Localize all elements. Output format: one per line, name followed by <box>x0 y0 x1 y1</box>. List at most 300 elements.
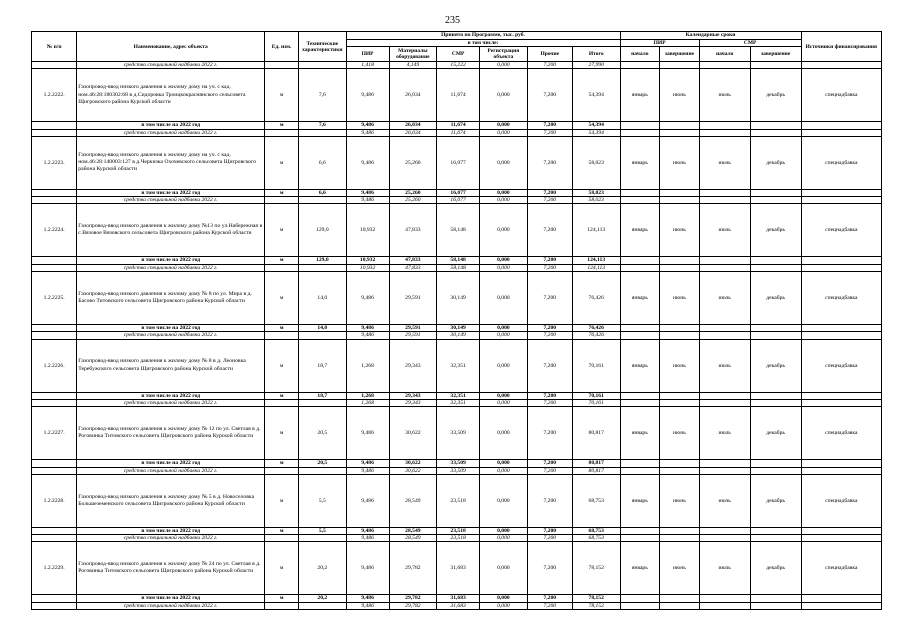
subtotal-label: в том числе на 2022 год <box>77 325 265 332</box>
cell-other: 7,200 <box>527 325 572 332</box>
cell-total: 80,817 <box>572 407 620 460</box>
cell-materials: 29,343 <box>389 392 437 399</box>
cell-total: 78,152 <box>572 542 620 595</box>
header-source: Источники финансирования <box>801 32 881 62</box>
cell-smr: 16,077 <box>437 136 480 189</box>
object-row <box>32 136 882 189</box>
cell-total: 76,426 <box>572 332 620 339</box>
header-other: Прочие <box>527 47 572 62</box>
cell-tech: 6,6 <box>299 136 347 189</box>
cell-smr-end: декабрь <box>750 204 801 257</box>
cell-reg: 0,000 <box>480 325 528 332</box>
cell-total: 68,753 <box>572 474 620 527</box>
cell-pir-end: июнь <box>660 339 700 392</box>
cell-reg: 0,000 <box>480 122 528 129</box>
cell-smr: 30,149 <box>437 332 480 339</box>
cell-total: 54,394 <box>572 129 620 136</box>
cell-tech: 18,7 <box>299 339 347 392</box>
cell-other: 7,200 <box>527 62 572 69</box>
cell-object-name: Газопровод-ввод низкого давления к жилому дому № 8 в д. Леоновка Теребужского сельсовета Щигровского района Курской области <box>77 339 265 392</box>
cell-tech: 14,0 <box>299 272 347 325</box>
cell-reg: 0,000 <box>480 527 528 534</box>
cell-smr: 31,683 <box>437 595 480 602</box>
cell-num: 1.2.2225. <box>32 272 77 325</box>
cell-materials: 29,782 <box>389 542 437 595</box>
cell-other: 7,200 <box>527 460 572 467</box>
cell-pir-start: январь <box>620 339 660 392</box>
cell-smr: 58,148 <box>437 257 480 264</box>
cell-pir-start: январь <box>620 407 660 460</box>
cell-tech: 20,5 <box>299 460 347 467</box>
table-body <box>32 62 882 610</box>
subtotal-row <box>32 325 882 332</box>
cell-smr-start: июль <box>699 204 750 257</box>
cell-total: 68,753 <box>572 535 620 542</box>
cell-other: 7,200 <box>527 595 572 602</box>
cell-tech: 129,0 <box>299 257 347 264</box>
cell-smr: 58,148 <box>437 264 480 271</box>
cell-other: 7,200 <box>527 197 572 204</box>
cell-materials: 26,034 <box>389 129 437 136</box>
cell-materials: 47,833 <box>389 204 437 257</box>
cell-object-name: Газопровод-ввод низкого давления к жилому дому № 5 в д. Новоселовка Большеземенского сельсовета Щигровского района Курской области <box>77 474 265 527</box>
cell-other: 7,200 <box>527 129 572 136</box>
cell-pir: 9,486 <box>346 136 389 189</box>
cell-other: 7,200 <box>527 264 572 271</box>
cell-smr: 33,509 <box>437 407 480 460</box>
cell-unit: м <box>265 204 299 257</box>
special-funds-label: средства специальной надбавки 2022 г. <box>77 332 265 339</box>
cell-total: 78,152 <box>572 602 620 609</box>
cell-reg: 0,000 <box>480 204 528 257</box>
cell-source: спецнадбавка <box>801 69 881 122</box>
cell-pir-end: июнь <box>660 474 700 527</box>
cell-pir-start: январь <box>620 272 660 325</box>
subtotal-row <box>32 595 882 602</box>
cell-num: 1.2.2223. <box>32 136 77 189</box>
cell-total: 70,161 <box>572 399 620 406</box>
cell-other: 7,200 <box>527 332 572 339</box>
special-funds-row <box>32 197 882 204</box>
row-label: средства специальной надбавки 2022 г. <box>77 62 265 69</box>
cell-total: 124,113 <box>572 204 620 257</box>
cell-reg: 0,000 <box>480 602 528 609</box>
special-funds-label: средства специальной надбавки 2022 г. <box>77 129 265 136</box>
cell-total: 124,113 <box>572 257 620 264</box>
cell-pir-start: январь <box>620 69 660 122</box>
cell-smr-start: июль <box>699 542 750 595</box>
header-cal-pir: ПИР <box>620 39 699 47</box>
cell-tech: 14,0 <box>299 325 347 332</box>
header-reg: Регистрация объекта <box>480 47 528 62</box>
cell-unit: м <box>265 69 299 122</box>
header-num: № п/п <box>32 32 77 62</box>
header-pir-end: завершение <box>660 47 700 62</box>
cell-reg: 0,000 <box>480 392 528 399</box>
subtotal-label: в том числе на 2022 год <box>77 527 265 534</box>
cell-unit: м <box>265 122 299 129</box>
cell-unit: м <box>265 595 299 602</box>
cell-other: 7,200 <box>527 392 572 399</box>
header-calendar: Календарные сроки <box>620 32 801 40</box>
special-funds-row <box>32 332 882 339</box>
cell-pir-end: июнь <box>660 136 700 189</box>
cell-reg: 0,000 <box>480 264 528 271</box>
cell-total: 124,113 <box>572 264 620 271</box>
cell-materials: 30,622 <box>389 467 437 474</box>
header-cal-smr: СМР <box>699 39 801 47</box>
cell-other: 7,200 <box>527 204 572 257</box>
cell-total: 27,990 <box>572 62 620 69</box>
cell-other: 7,200 <box>527 257 572 264</box>
special-funds-label: средства специальной надбавки 2022 г. <box>77 535 265 542</box>
cell-pir: 9,486 <box>346 325 389 332</box>
cell-num: 1.2.2227. <box>32 407 77 460</box>
cell-smr: 32,351 <box>437 339 480 392</box>
header-pir-start: начало <box>620 47 660 62</box>
cell-pir-end: июнь <box>660 407 700 460</box>
cell-total: 78,152 <box>572 595 620 602</box>
cell-total: 80,817 <box>572 467 620 474</box>
cell-unit: м <box>265 325 299 332</box>
cell-smr-start: июль <box>699 69 750 122</box>
cell-pir: 1,268 <box>346 399 389 406</box>
cell-pir: 10,932 <box>346 204 389 257</box>
cell-reg: 0,000 <box>480 62 528 69</box>
special-funds-label: средства специальной надбавки 2022 г. <box>77 467 265 474</box>
cell-total: 58,023 <box>572 197 620 204</box>
cell-other: 7,200 <box>527 467 572 474</box>
cell-unit: м <box>265 272 299 325</box>
cell-smr: 33,509 <box>437 467 480 474</box>
cell-reg: 0,000 <box>480 535 528 542</box>
cell-num: 1.2.2224. <box>32 204 77 257</box>
subtotal-row <box>32 460 882 467</box>
cell-pir: 9,486 <box>346 527 389 534</box>
cell-pir: 1,418 <box>346 62 389 69</box>
header-name: Наименование, адрес объекта <box>77 32 265 62</box>
cell-smr: 11,674 <box>437 129 480 136</box>
cell-unit: м <box>265 392 299 399</box>
cell-source: спецнадбавка <box>801 339 881 392</box>
special-funds-row <box>32 467 882 474</box>
subtotal-label: в том числе на 2022 год <box>77 189 265 196</box>
cell-reg: 0,000 <box>480 69 528 122</box>
cell-pir: 9,486 <box>346 407 389 460</box>
cell-materials: 29,782 <box>389 595 437 602</box>
cell-unit: м <box>265 136 299 189</box>
cell-tech: 20,5 <box>299 407 347 460</box>
cell-unit: м <box>265 474 299 527</box>
subtotal-row <box>32 257 882 264</box>
cell-reg: 0,000 <box>480 474 528 527</box>
cell-materials: 28,549 <box>389 535 437 542</box>
cell-smr-end: декабрь <box>750 474 801 527</box>
cell-materials: 29,343 <box>389 339 437 392</box>
special-funds-label: средства специальной надбавки 2022 г. <box>77 399 265 406</box>
subtotal-label: в том числе на 2022 год <box>77 257 265 264</box>
cell-pir: 10,932 <box>346 264 389 271</box>
cell-tech: 20,2 <box>299 595 347 602</box>
cell-pir: 9,486 <box>346 272 389 325</box>
cell-other: 7,200 <box>527 136 572 189</box>
cell-materials: 47,833 <box>389 257 437 264</box>
cell-total: 70,161 <box>572 339 620 392</box>
object-row <box>32 204 882 257</box>
cell-pir: 9,486 <box>346 332 389 339</box>
cell-other: 7,200 <box>527 339 572 392</box>
cell-tech: 6,6 <box>299 189 347 196</box>
object-row <box>32 339 882 392</box>
cell-materials: 25,260 <box>389 197 437 204</box>
object-row <box>32 69 882 122</box>
cell-tech: 129,0 <box>299 204 347 257</box>
program-table <box>31 31 882 610</box>
cell-object-name: Газопровод-ввод низкого давления к жилому дому № 12 по ул. Светлая в д. Роговинка Титовского сельсовета Щигровского района Курской области <box>77 407 265 460</box>
cell-object-name: Газопровод-ввод низкого давления к жилому дому на уч. с кад. ном.46:28:180302:68 в д.Сидоровка Троицкокраснянского сельсовета Щигровского района Курской области <box>77 69 265 122</box>
cell-tech: 7,6 <box>299 69 347 122</box>
cell-other: 7,200 <box>527 527 572 534</box>
cell-materials: 29,343 <box>389 399 437 406</box>
subtotal-row <box>32 122 882 129</box>
cell-tech: 5,5 <box>299 474 347 527</box>
cell-smr: 31,683 <box>437 602 480 609</box>
cell-smr: 15,222 <box>437 62 480 69</box>
cell-pir: 9,486 <box>346 595 389 602</box>
cell-tech: 20,2 <box>299 542 347 595</box>
cell-num: 1.2.2229. <box>32 542 77 595</box>
cell-total: 54,394 <box>572 122 620 129</box>
cell-other: 7,200 <box>527 272 572 325</box>
cell-smr-start: июль <box>699 339 750 392</box>
cell-total: 80,817 <box>572 460 620 467</box>
cell-smr-end: декабрь <box>750 272 801 325</box>
cell-reg: 0,000 <box>480 542 528 595</box>
special-funds-row <box>32 62 882 69</box>
object-row <box>32 542 882 595</box>
cell-unit: м <box>265 542 299 595</box>
cell-source: спецнадбавка <box>801 407 881 460</box>
cell-object-name: Газопровод-ввод низкого давления к жилому дому № 8 по ул. Мира в д. Басово Титовского сельсовета Щигровского района Курской области <box>77 272 265 325</box>
cell-total: 76,426 <box>572 325 620 332</box>
cell-pir: 1,268 <box>346 392 389 399</box>
cell-source: спецнадбавка <box>801 204 881 257</box>
cell-tech: 18,7 <box>299 392 347 399</box>
cell-smr: 23,518 <box>437 535 480 542</box>
cell-other: 7,200 <box>527 542 572 595</box>
cell-smr: 31,683 <box>437 542 480 595</box>
cell-pir-start: январь <box>620 204 660 257</box>
special-funds-label: средства специальной надбавки 2022 г. <box>77 264 265 271</box>
cell-reg: 0,000 <box>480 189 528 196</box>
cell-smr-end: декабрь <box>750 69 801 122</box>
cell-smr: 11,674 <box>437 69 480 122</box>
cell-reg: 0,000 <box>480 257 528 264</box>
cell-unit: м <box>265 460 299 467</box>
cell-other: 7,200 <box>527 602 572 609</box>
object-row <box>32 474 882 527</box>
cell-pir-start: январь <box>620 542 660 595</box>
cell-materials: 29,591 <box>389 272 437 325</box>
cell-materials: 28,549 <box>389 527 437 534</box>
cell-smr-end: декабрь <box>750 339 801 392</box>
header-materials: Материалы оборудование <box>389 47 437 62</box>
cell-materials: 30,622 <box>389 460 437 467</box>
cell-reg: 0,000 <box>480 129 528 136</box>
subtotal-label: в том числе на 2022 год <box>77 392 265 399</box>
cell-source: спецнадбавка <box>801 542 881 595</box>
cell-smr-end: декабрь <box>750 407 801 460</box>
cell-materials: 29,591 <box>389 325 437 332</box>
cell-total: 54,394 <box>572 69 620 122</box>
cell-pir-start: январь <box>620 474 660 527</box>
cell-other: 7,200 <box>527 399 572 406</box>
subtotal-label: в том числе на 2022 год <box>77 595 265 602</box>
cell-smr: 23,518 <box>437 474 480 527</box>
header-pir: ПИР <box>346 47 389 62</box>
object-row <box>32 407 882 460</box>
cell-materials: 28,549 <box>389 474 437 527</box>
cell-source: спецнадбавка <box>801 136 881 189</box>
cell-smr-end: декабрь <box>750 136 801 189</box>
cell-pir: 9,486 <box>346 122 389 129</box>
cell-total: 58,023 <box>572 189 620 196</box>
header-accepted: Принято по Программе, тыс. руб. <box>346 32 620 40</box>
header-incl: в том числе: <box>346 39 620 47</box>
cell-materials: 26,034 <box>389 69 437 122</box>
cell-pir: 9,486 <box>346 474 389 527</box>
cell-smr: 32,351 <box>437 399 480 406</box>
cell-smr: 33,509 <box>437 460 480 467</box>
header-smr-start: начало <box>699 47 750 62</box>
program-table-container <box>31 31 882 610</box>
cell-total: 68,753 <box>572 527 620 534</box>
header-row-1 <box>32 32 882 40</box>
subtotal-row <box>32 189 882 196</box>
special-funds-label: средства специальной надбавки 2022 г. <box>77 197 265 204</box>
cell-reg: 0,000 <box>480 407 528 460</box>
subtotal-label: в том числе на 2022 год <box>77 460 265 467</box>
subtotal-label: в том числе на 2022 год <box>77 122 265 129</box>
cell-smr: 30,149 <box>437 272 480 325</box>
cell-pir: 9,486 <box>346 460 389 467</box>
cell-num: 1.2.2226. <box>32 339 77 392</box>
special-funds-row <box>32 535 882 542</box>
cell-total: 70,161 <box>572 392 620 399</box>
cell-object-name: Газопровод-ввод низкого давления к жилому дому № 24 по ул. Светлая в д. Роговинка Титовского сельсовета Щигровского района Курской области <box>77 542 265 595</box>
cell-materials: 47,833 <box>389 264 437 271</box>
cell-other: 7,200 <box>527 189 572 196</box>
cell-pir: 9,486 <box>346 535 389 542</box>
cell-materials: 4,149 <box>389 62 437 69</box>
cell-unit: м <box>265 407 299 460</box>
header-tech: Технические характеристики <box>299 32 347 62</box>
cell-total: 76,426 <box>572 272 620 325</box>
cell-other: 7,200 <box>527 474 572 527</box>
cell-pir: 9,486 <box>346 189 389 196</box>
cell-tech: 5,5 <box>299 527 347 534</box>
cell-pir-end: июнь <box>660 204 700 257</box>
page-number: 235 <box>445 15 460 26</box>
cell-smr: 11,674 <box>437 122 480 129</box>
subtotal-row <box>32 392 882 399</box>
header-total: Итого <box>572 47 620 62</box>
cell-pir: 9,486 <box>346 542 389 595</box>
special-funds-row <box>32 602 882 609</box>
cell-smr: 32,351 <box>437 392 480 399</box>
cell-materials: 29,782 <box>389 602 437 609</box>
cell-smr-start: июль <box>699 272 750 325</box>
cell-reg: 0,000 <box>480 467 528 474</box>
cell-smr: 16,077 <box>437 189 480 196</box>
special-funds-row <box>32 399 882 406</box>
cell-materials: 29,591 <box>389 332 437 339</box>
cell-unit: м <box>265 339 299 392</box>
cell-source: спецнадбавка <box>801 272 881 325</box>
cell-pir: 9,486 <box>346 197 389 204</box>
header-smr-end: завершение <box>750 47 801 62</box>
object-row <box>32 272 882 325</box>
cell-materials: 25,260 <box>389 136 437 189</box>
cell-tech: 7,6 <box>299 122 347 129</box>
cell-reg: 0,000 <box>480 595 528 602</box>
cell-reg: 0,000 <box>480 399 528 406</box>
cell-pir-end: июнь <box>660 272 700 325</box>
cell-pir: 9,486 <box>346 602 389 609</box>
cell-pir-end: июнь <box>660 69 700 122</box>
special-funds-row <box>32 129 882 136</box>
cell-smr-start: июль <box>699 474 750 527</box>
cell-object-name: Газопровод-ввод низкого давления к жилому дому на уч. с кад. ном.46:28:140003:127 в д.Черкизка Охочевского сельсовета Щигровского района Курской области <box>77 136 265 189</box>
cell-reg: 0,000 <box>480 460 528 467</box>
cell-unit: м <box>265 257 299 264</box>
subtotal-row <box>32 527 882 534</box>
cell-materials: 25,260 <box>389 189 437 196</box>
cell-smr-end: декабрь <box>750 542 801 595</box>
special-funds-label: средства специальной надбавки 2022 г. <box>77 602 265 609</box>
cell-reg: 0,000 <box>480 332 528 339</box>
cell-unit: м <box>265 527 299 534</box>
cell-smr-start: июль <box>699 136 750 189</box>
cell-pir: 10,932 <box>346 257 389 264</box>
cell-unit: м <box>265 189 299 196</box>
cell-other: 7,200 <box>527 407 572 460</box>
cell-smr: 23,518 <box>437 527 480 534</box>
cell-reg: 0,000 <box>480 136 528 189</box>
cell-smr: 30,149 <box>437 325 480 332</box>
cell-pir: 9,486 <box>346 467 389 474</box>
cell-materials: 30,622 <box>389 407 437 460</box>
cell-other: 7,200 <box>527 122 572 129</box>
cell-smr: 16,077 <box>437 197 480 204</box>
cell-smr-start: июль <box>699 407 750 460</box>
cell-object-name: Газопровод-ввод низкого давления к жилому дому №13 по ул.Набережная в с.Вязовое Вязовского сельсовета Щигровского района Курской области <box>77 204 265 257</box>
cell-materials: 26,034 <box>389 122 437 129</box>
cell-total: 58,023 <box>572 136 620 189</box>
cell-reg: 0,000 <box>480 197 528 204</box>
cell-pir-end: июнь <box>660 542 700 595</box>
cell-pir: 1,268 <box>346 339 389 392</box>
cell-source: спецнадбавка <box>801 474 881 527</box>
cell-other: 7,200 <box>527 69 572 122</box>
cell-pir: 9,486 <box>346 69 389 122</box>
header-unit: Ед. изм. <box>265 32 299 62</box>
cell-pir-start: январь <box>620 136 660 189</box>
cell-smr: 58,148 <box>437 204 480 257</box>
cell-other: 7,200 <box>527 535 572 542</box>
cell-reg: 0,000 <box>480 339 528 392</box>
cell-pir: 9,486 <box>346 129 389 136</box>
